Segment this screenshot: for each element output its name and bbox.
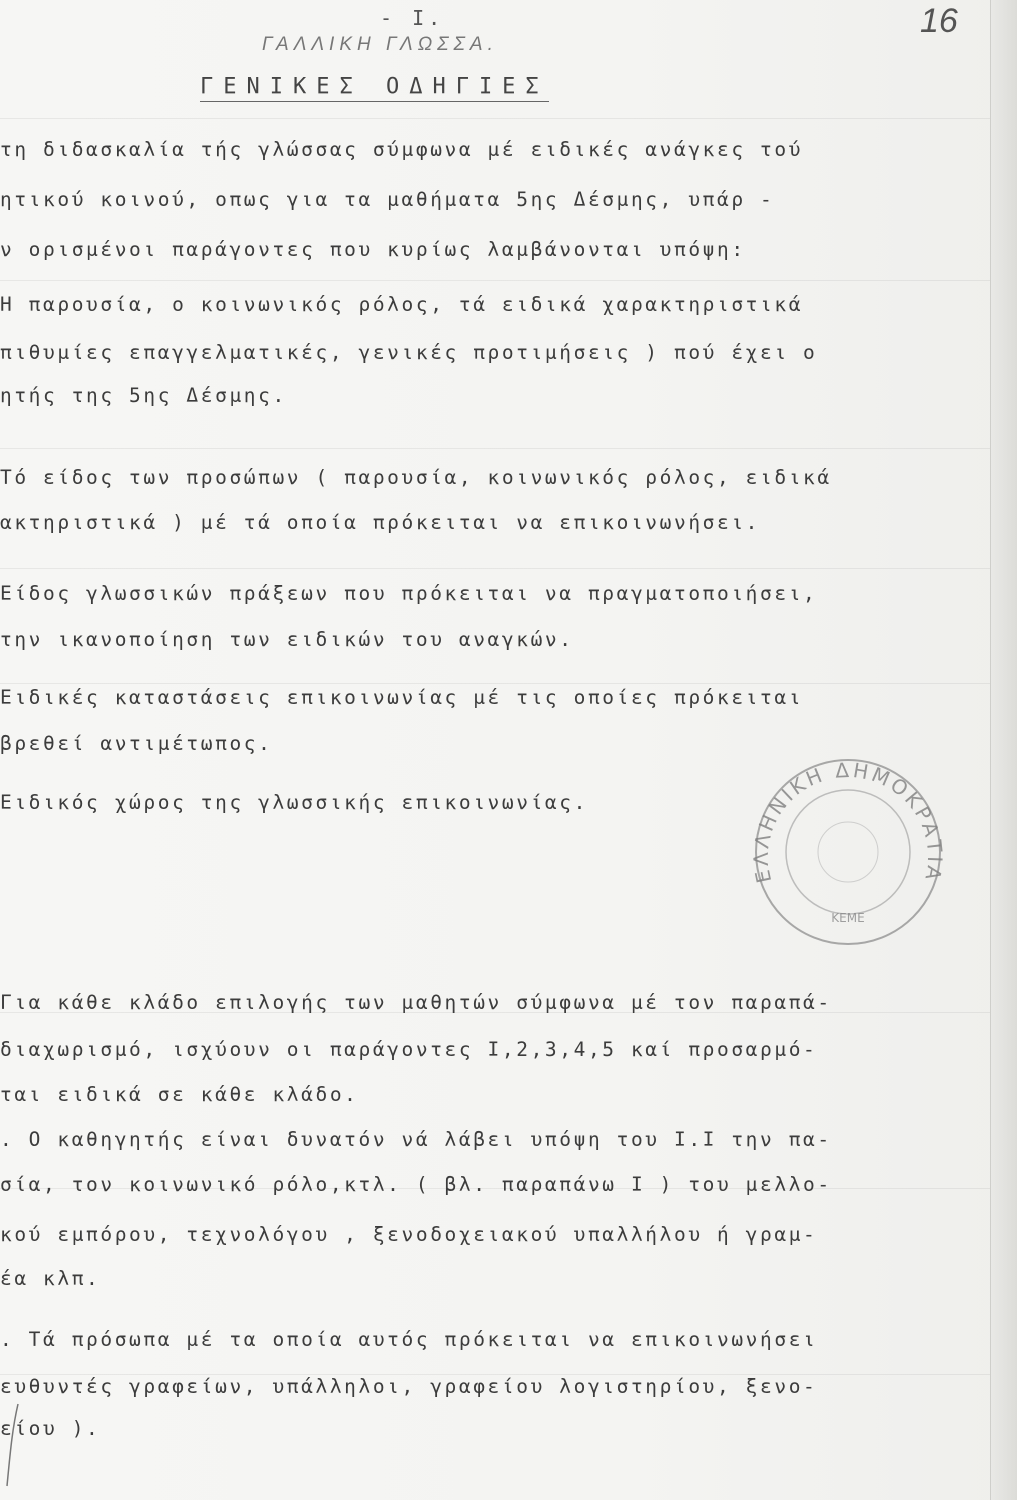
official-stamp bbox=[748, 752, 948, 952]
text-line: πιθυμίες επαγγελματικές, γενικές προτιμήσεις ) πού έχει ο bbox=[0, 341, 818, 364]
text-line: ακτηριστικά ) μέ τά οποία πρόκειται να επικοινωνήσει. bbox=[0, 511, 761, 534]
page-title: ΓΕΝΙΚΕΣ ΟΔΗΓΙΕΣ bbox=[200, 74, 549, 102]
text-line: Η παρουσία, ο κοινωνικός ρόλος, τά ειδικά χαρακτηριστικά bbox=[0, 293, 804, 316]
text-line: . Τά πρόσωπα μέ τα οποία αυτός πρόκειται να επικοινωνήσει bbox=[0, 1328, 818, 1351]
text-line: . Ο καθηγητής είναι δυνατόν νά λάβει υπόψη του Ι.Ι την πα- bbox=[0, 1128, 832, 1151]
text-line: βρεθεί αντιμέτωπος. bbox=[0, 732, 273, 755]
ruled-line bbox=[0, 448, 990, 449]
text-line: έα κλπ. bbox=[0, 1267, 101, 1290]
text-line: τη διδασκαλία τής γλώσσας σύμφωνα μέ ειδικές ανάγκες τού bbox=[0, 138, 804, 161]
ruled-line bbox=[0, 280, 990, 281]
text-line: ητής της 5ης Δέσμης. bbox=[0, 384, 287, 407]
margin-pencil-mark bbox=[4, 1400, 24, 1490]
text-line: Ειδικός χώρος της γλωσσικής επικοινωνίας. bbox=[0, 791, 588, 814]
text-line: την ικανοποίηση των ειδικών του αναγκών. bbox=[0, 628, 574, 651]
text-line: Ειδικές καταστάσεις επικοινωνίας μέ τις οποίες πρόκειται bbox=[0, 686, 804, 709]
text-line: ευθυντές γραφείων, υπάλληλοι, γραφείου λογιστηρίου, ξενο- bbox=[0, 1375, 818, 1398]
stamp-bottom-text: ΚΕΜΕ bbox=[831, 911, 865, 925]
subject-heading: ΓΑΛΛΙΚΗ ΓΛΩΣΣΑ. bbox=[262, 34, 498, 55]
text-line: Είδος γλωσσικών πράξεων που πρόκειται να πραγματοποιήσει, bbox=[0, 582, 818, 605]
ruled-line bbox=[0, 118, 990, 119]
text-line: ν ορισμένοι παράγοντες που κυρίως λαμβάνονται υπόψη: bbox=[0, 238, 746, 261]
stamp-outer-text: ΕΛΛΗΝΙΚΗ ΔΗΜΟΚΡΑΤΙΑ bbox=[748, 757, 948, 886]
text-line: κού εμπόρου, τεχνολόγου , ξενοδοχειακού υπαλλήλου ή γραμ- bbox=[0, 1223, 818, 1246]
text-line: διαχωρισμό, ισχύουν οι παράγοντες Ι,2,3,4,5 καί προσαρμό- bbox=[0, 1038, 818, 1061]
text-line: σία, τον κοινωνικό ρόλο,κτλ. ( βλ. παραπάνω Ι ) του μελλο- bbox=[0, 1173, 832, 1196]
page-edge bbox=[990, 0, 1017, 1500]
text-line: ται ειδικά σε κάθε κλάδο. bbox=[0, 1083, 359, 1106]
text-line: Τό είδος των προσώπων ( παρουσία, κοινωνικός ρόλος, ειδικά bbox=[0, 466, 832, 489]
page-number: 16 bbox=[920, 2, 958, 40]
text-line: ητικού κοινού, οπως για τα μαθήματα 5ης Δέσμης, υπάρ - bbox=[0, 188, 775, 211]
ruled-line bbox=[0, 683, 990, 684]
text-line: Για κάθε κλάδο επιλογής των μαθητών σύμφωνα μέ τον παραπά- bbox=[0, 991, 832, 1014]
text-line: είου ). bbox=[0, 1417, 101, 1440]
section-number: - I. bbox=[380, 6, 445, 30]
ruled-line bbox=[0, 568, 990, 569]
